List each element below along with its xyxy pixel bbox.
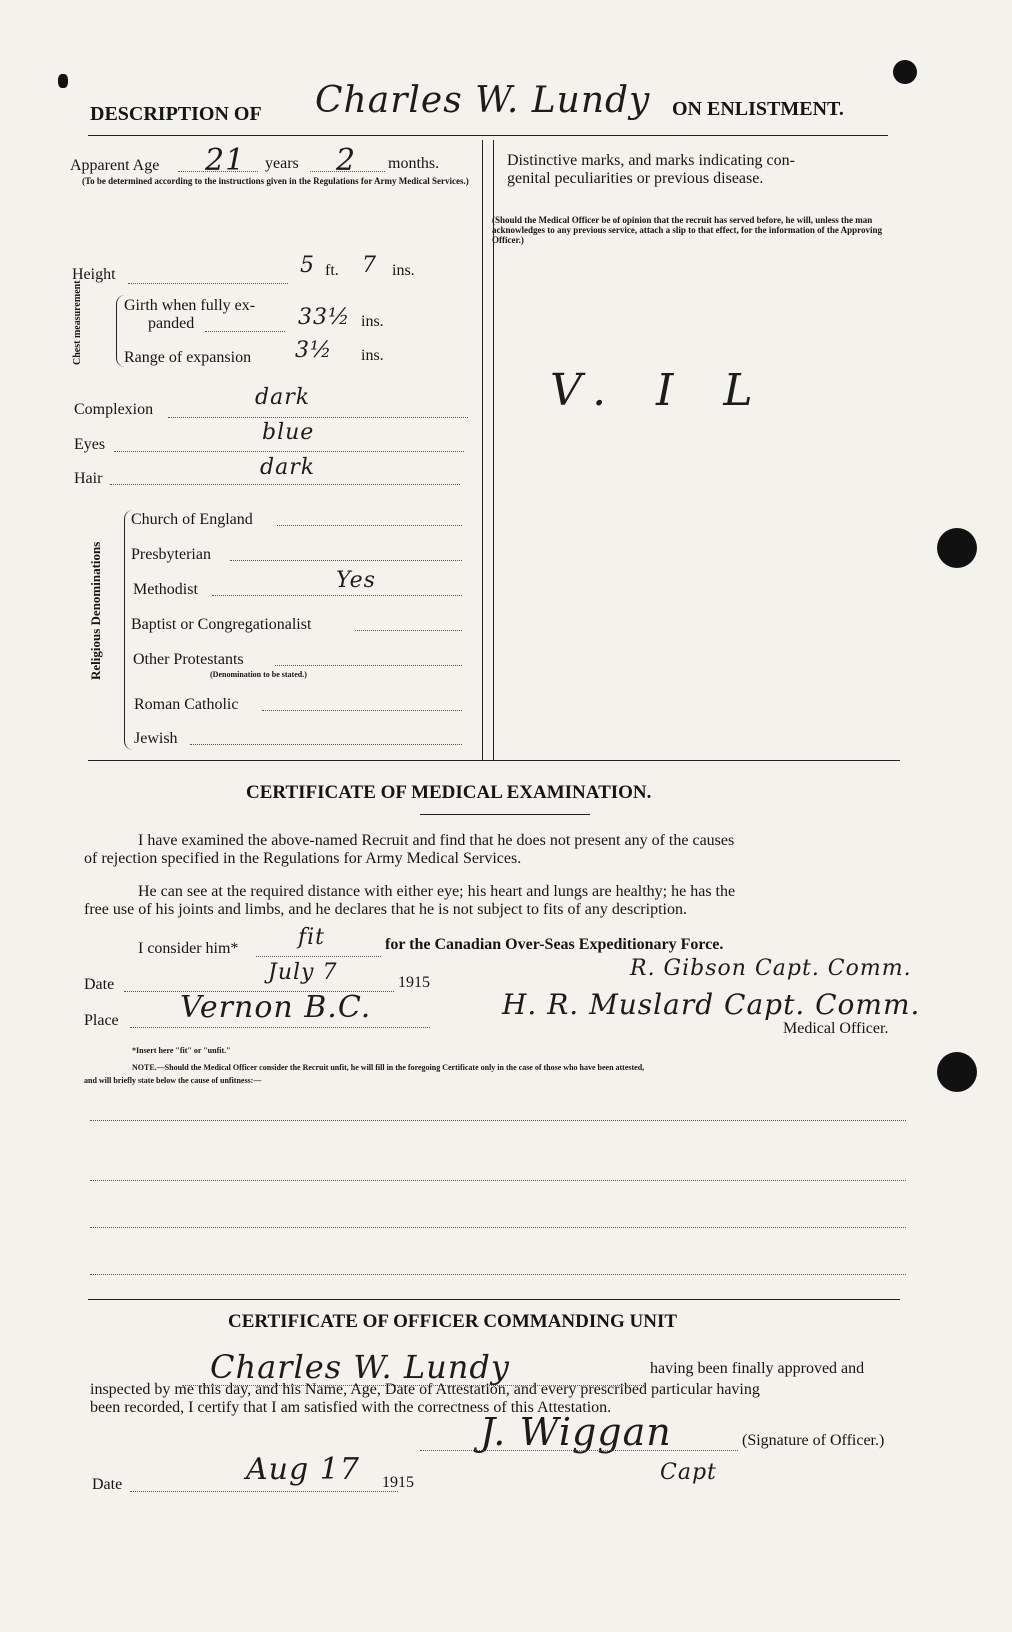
on-enlistment-label: ON ENLISTMENT. bbox=[672, 98, 844, 120]
methodist-value: Yes bbox=[336, 568, 376, 593]
hair-line bbox=[110, 484, 460, 485]
years-label: years bbox=[265, 155, 299, 172]
commanding-date-label: Date bbox=[92, 1476, 123, 1493]
commanding-recruit-name: Charles W. Lundy bbox=[210, 1348, 510, 1386]
distinctive-heading-line1: Distinctive marks, and marks indicating con- bbox=[507, 152, 795, 169]
header-name-underline bbox=[88, 135, 888, 136]
insert-fit-note: *Insert here "fit" or "unfit." bbox=[132, 1046, 231, 1055]
commanding-rank: Capt bbox=[660, 1460, 717, 1485]
complexion-label: Complexion bbox=[74, 401, 154, 418]
methodist-line bbox=[212, 595, 462, 596]
place-label: Place bbox=[84, 1012, 119, 1029]
church-of-england-label: Church of England bbox=[131, 511, 253, 528]
roman-catholic-line bbox=[262, 710, 462, 711]
unfitness-line-1 bbox=[90, 1120, 906, 1121]
column-divider bbox=[482, 140, 483, 760]
medical-title-underline bbox=[420, 814, 590, 815]
baptist-line bbox=[355, 630, 462, 631]
complexion-value: dark bbox=[255, 385, 311, 410]
punch-hole-top bbox=[893, 60, 917, 84]
girth-unit: ins. bbox=[361, 313, 384, 330]
medical-para2-line1: He can see at the required distance with either eye; his heart and lungs are healthy; he has the bbox=[138, 883, 736, 900]
fit-value: fit bbox=[298, 925, 326, 950]
range-value: 3½ bbox=[295, 338, 333, 363]
canadian-force-label: for the Canadian Over-Seas Expeditionary Force. bbox=[385, 936, 724, 953]
distinctive-marks-value: V. I L bbox=[550, 365, 771, 416]
eyes-line bbox=[114, 451, 464, 452]
finally-approved-text: having been finally approved and bbox=[650, 1360, 865, 1377]
commanding-top-rule bbox=[88, 1299, 900, 1300]
commanding-date-value: Aug 17 bbox=[246, 1452, 360, 1487]
medical-date-label: Date bbox=[84, 976, 115, 993]
baptist-label: Baptist or Congregationalist bbox=[131, 616, 312, 633]
jewish-line bbox=[190, 744, 462, 745]
medical-officer-label: Medical Officer. bbox=[783, 1020, 889, 1037]
medical-date-value: July 7 bbox=[268, 960, 338, 985]
months-label: months. bbox=[388, 155, 440, 172]
methodist-label: Methodist bbox=[133, 581, 198, 598]
eyes-label: Eyes bbox=[74, 436, 106, 453]
girth-line bbox=[205, 331, 285, 332]
signature-line bbox=[420, 1450, 738, 1451]
hair-value: dark bbox=[260, 455, 316, 480]
description-of-label: DESCRIPTION OF bbox=[90, 103, 262, 125]
unfitness-line-3 bbox=[90, 1227, 906, 1228]
apparent-age-label: Apparent Age bbox=[70, 157, 160, 174]
hair-label: Hair bbox=[74, 470, 103, 487]
consider-line bbox=[256, 956, 381, 957]
inspected-text: inspected by me this day, and his Name, Age, Date of Attestation, and every prescribed particular having bbox=[90, 1381, 760, 1398]
medical-para1-line2: of rejection specified in the Regulations for Army Medical Services. bbox=[84, 850, 522, 867]
previous-service-note: (Should the Medical Officer be of opinion that the recruit has served before, he will, unless the man acknowledges to any previous service, attach a slip to that effect, for the information of the Approving Officer.) bbox=[492, 215, 882, 245]
distinctive-heading-line2: genital peculiarities or previous disease. bbox=[507, 170, 764, 187]
eyes-value: blue bbox=[262, 420, 315, 445]
medical-certificate-title: CERTIFICATE OF MEDICAL EXAMINATION. bbox=[246, 782, 652, 803]
commanding-date-line bbox=[130, 1491, 398, 1492]
unfitness-line-2 bbox=[90, 1180, 906, 1181]
chest-measurement-label: Chest measurement bbox=[72, 280, 83, 365]
medical-signature-2: H. R. Muslard Capt. Comm. bbox=[502, 988, 921, 1021]
age-note: (To be determined according to the instructions given in the Regulations for Army Medical Services.) bbox=[82, 176, 469, 186]
presbyterian-line bbox=[230, 560, 462, 561]
roman-catholic-label: Roman Catholic bbox=[134, 696, 239, 713]
range-label: Range of expansion bbox=[124, 349, 252, 366]
medical-signature-1: R. Gibson Capt. Comm. bbox=[630, 956, 912, 981]
nota-line1: NOTE.—Should the Medical Officer consider the Recruit unfit, he will fill in the foregoing Certificate only in the case of those who have been attested, bbox=[132, 1063, 645, 1072]
church-line bbox=[277, 525, 462, 526]
height-label: Height bbox=[72, 266, 116, 283]
medical-para1-line1: I have examined the above-named Recruit and find that he does not present any of the causes bbox=[138, 832, 735, 849]
range-unit: ins. bbox=[361, 347, 384, 364]
punch-hole-upper bbox=[937, 528, 977, 568]
place-value: Vernon B.C. bbox=[180, 990, 372, 1025]
nota-line2: and will briefly state below the cause of unfitness:— bbox=[84, 1076, 262, 1085]
ins-label: ins. bbox=[392, 262, 415, 279]
medical-para2-line2: free use of his joints and limbs, and he declares that he is not subject to fits of any description. bbox=[84, 901, 687, 918]
punch-hole-lower bbox=[937, 1052, 977, 1092]
height-ft-value: 5 bbox=[300, 253, 315, 278]
place-line bbox=[130, 1027, 430, 1028]
religious-denominations-label: Religious Denominations bbox=[88, 541, 103, 680]
consider-him-label: I consider him* bbox=[138, 940, 239, 957]
presbyterian-label: Presbyterian bbox=[131, 546, 211, 563]
girth-label-line2: panded bbox=[148, 315, 195, 332]
signature-of-officer-label: (Signature of Officer.) bbox=[742, 1432, 885, 1449]
medical-year: 1915 bbox=[398, 974, 430, 991]
girth-value: 33½ bbox=[298, 305, 351, 330]
height-ins-value: 7 bbox=[362, 253, 377, 278]
age-months-value: 2 bbox=[336, 143, 357, 178]
recorded-text: been recorded, I certify that I am satisfied with the correctness of this Attestation. bbox=[90, 1399, 612, 1416]
ink-mark-corner bbox=[58, 74, 68, 88]
unfitness-line-4 bbox=[90, 1274, 906, 1275]
other-denomination-note: (Denomination to be stated.) bbox=[210, 670, 307, 679]
medical-top-rule bbox=[88, 760, 900, 761]
ft-label: ft. bbox=[325, 262, 339, 279]
other-protestants-label: Other Protestants bbox=[133, 651, 244, 668]
commanding-certificate-title: CERTIFICATE OF OFFICER COMMANDING UNIT bbox=[228, 1311, 678, 1332]
complexion-line bbox=[168, 417, 468, 418]
other-protestants-line bbox=[275, 665, 462, 666]
jewish-label: Jewish bbox=[134, 730, 178, 747]
recruit-name-handwritten: Charles W. Lundy bbox=[315, 80, 651, 121]
height-line bbox=[128, 283, 288, 284]
girth-label-line1: Girth when fully ex- bbox=[124, 297, 256, 314]
commanding-year: 1915 bbox=[382, 1474, 414, 1491]
commanding-signature: J. Wiggan bbox=[480, 1410, 672, 1454]
age-years-value: 21 bbox=[205, 143, 246, 178]
